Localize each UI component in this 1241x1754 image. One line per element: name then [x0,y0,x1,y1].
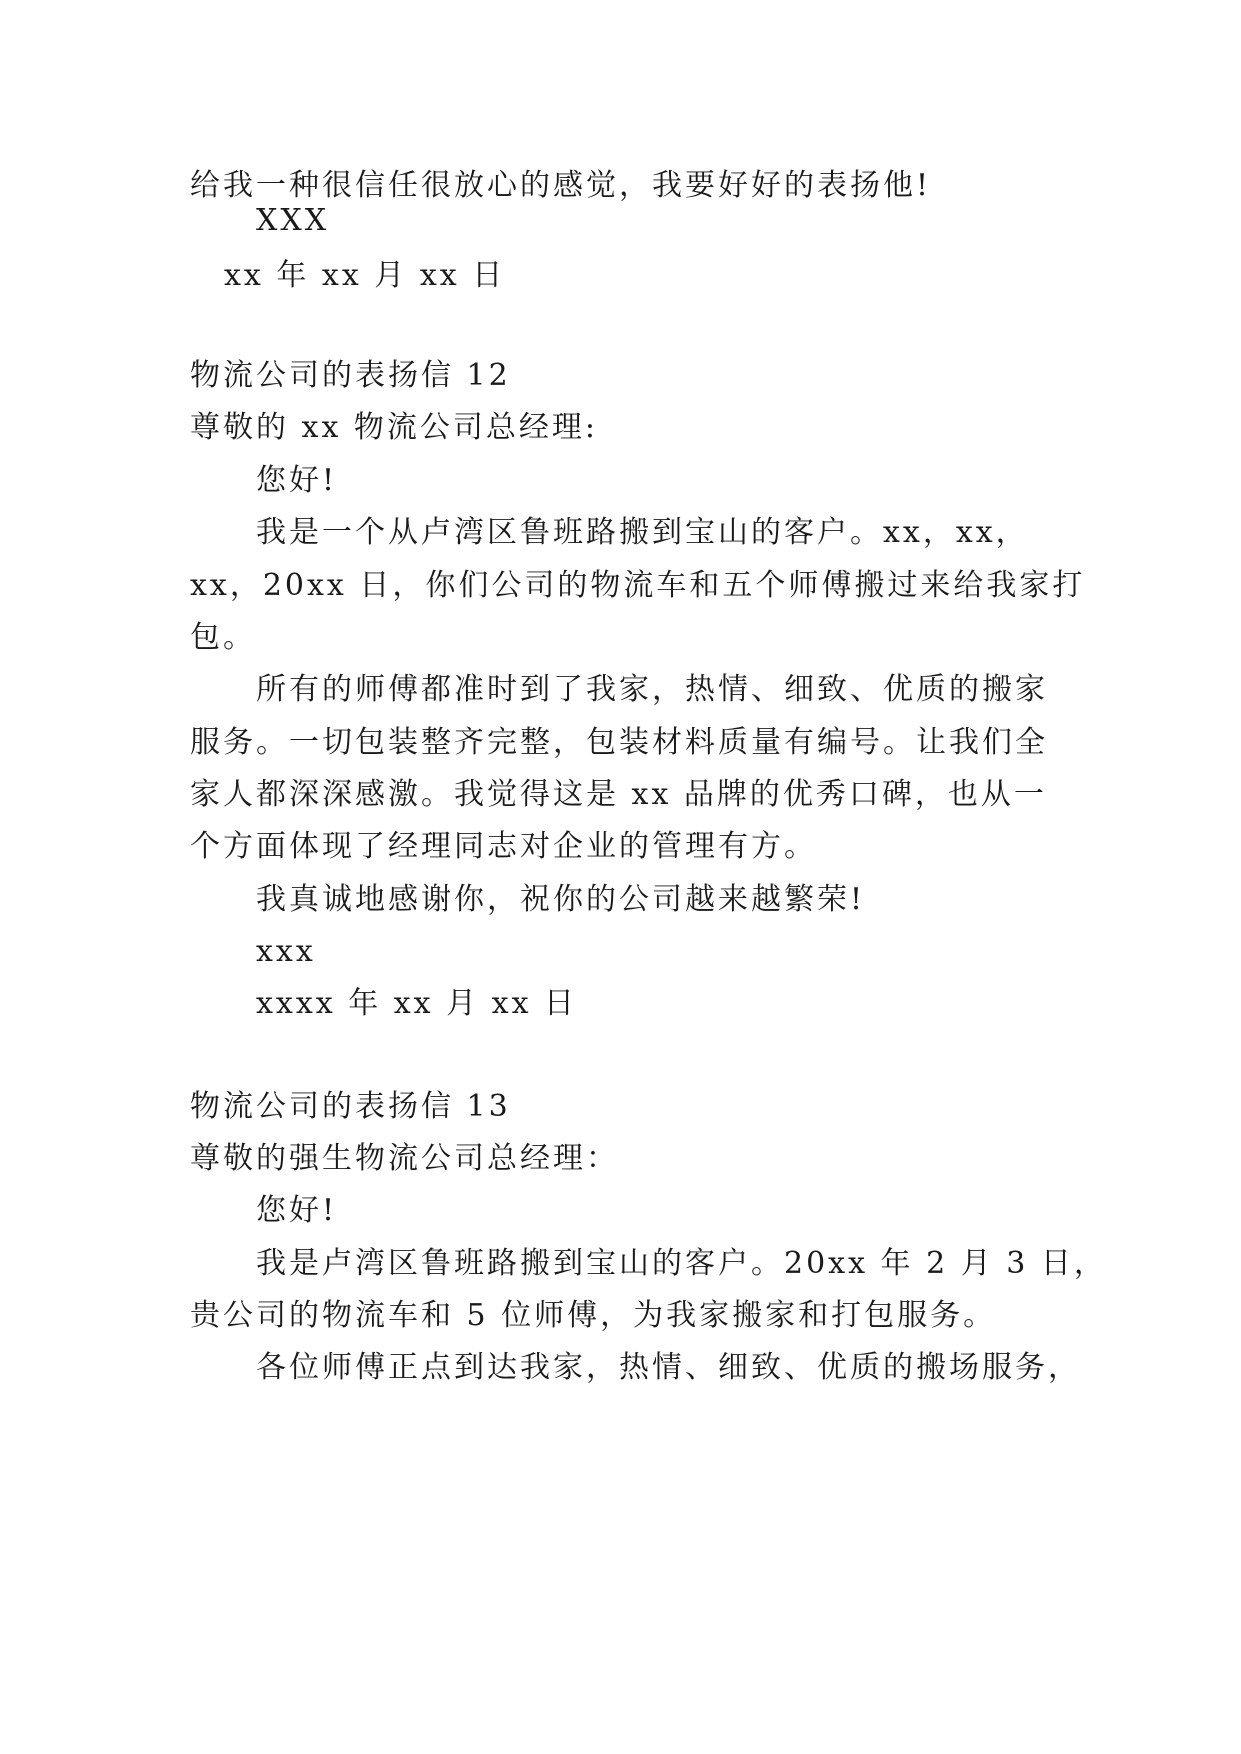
paragraph-line: 服务。一切包装整齐完整，包装材料质量有编号。让我们全 [190,725,1048,760]
signature-date: xxxx 年 xx 月 xx 日 [256,986,578,1021]
greeting: 您好! [256,463,338,498]
letter-title: 物流公司的表扬信 12 [190,358,511,393]
signature-name: xxx [256,934,316,969]
paragraph-line: 包。 [190,620,256,655]
signature-date: xx 年 xx 月 xx 日 [224,258,506,293]
paragraph-line: 家人都深深感激。我觉得这是 xx 品牌的优秀口碑，也从一 [190,777,1047,812]
letter-title: 物流公司的表扬信 13 [190,1089,511,1124]
paragraph-line: 我真诚地感谢你，祝你的公司越来越繁荣! [256,882,866,917]
paragraph-line: 个方面体现了经理同志对企业的管理有方。 [190,829,817,864]
paragraph-line: 贵公司的物流车和 5 位师傅，为我家搬家和打包服务。 [190,1298,997,1333]
signature-name: XXX [256,203,330,238]
greeting: 您好! [256,1193,338,1228]
paragraph-line: 我是一个从卢湾区鲁班路搬到宝山的客户。xx，xx， [256,515,1029,550]
salutation: 尊敬的 xx 物流公司总经理: [190,410,599,445]
paragraph-line: 各位师傅正点到达我家，热情、细致、优质的搬场服务， [256,1350,1081,1385]
paragraph-line: 所有的师傅都准时到了我家，热情、细致、优质的搬家 [256,672,1048,707]
salutation: 尊敬的强生物流公司总经理： [190,1141,619,1176]
paragraph-line: 给我一种很信任很放心的感觉，我要好好的表扬他! [190,168,932,203]
paragraph-line: 我是卢湾区鲁班路搬到宝山的客户。20xx 年 2 月 3 日， [256,1246,1107,1281]
paragraph-line: xx，20xx 日，你们公司的物流车和五个师傅搬过来给我家打 [190,568,1086,603]
